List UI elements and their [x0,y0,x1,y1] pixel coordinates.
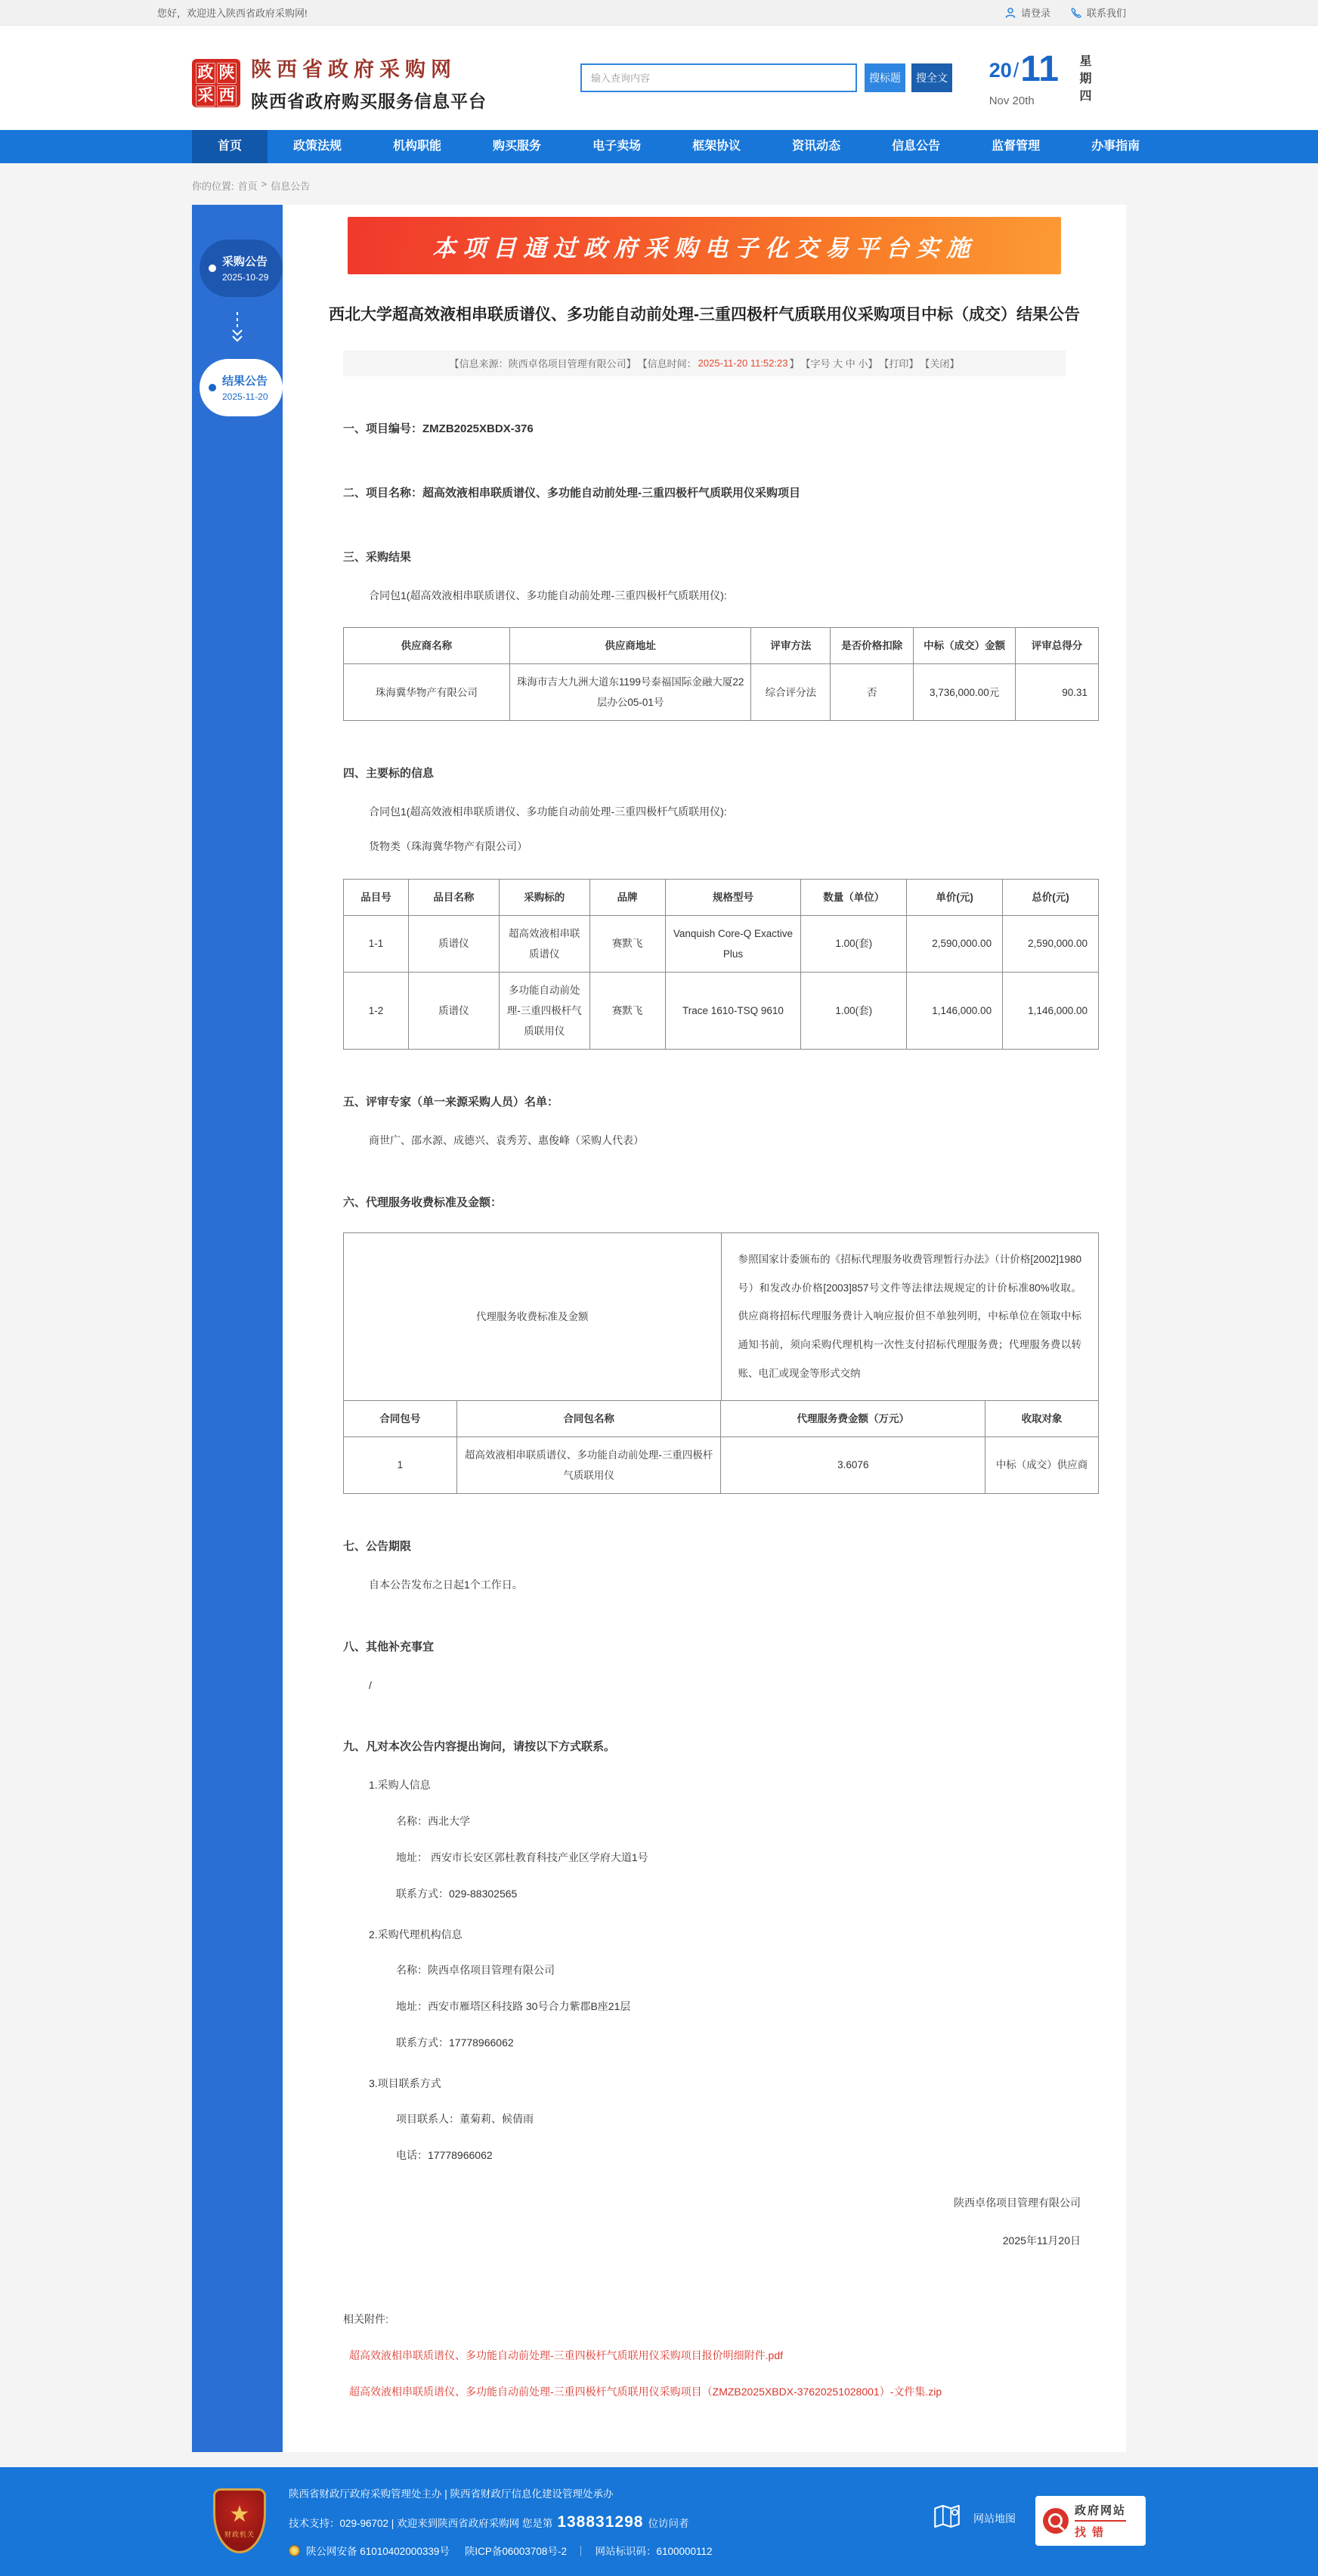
section-6-heading: 六、代理服务收费标准及金额： [343,1195,503,1209]
date-day: 20 [989,59,1012,82]
item-unit-price-cell: 1,146,000.00 [907,972,1003,1049]
section-7-body: 自本公告发布之日起1个工作日。 [369,1578,523,1591]
item-model-cell: Vanquish Core-Q Exactive Plus [665,915,801,972]
fee-standard-desc-cell: 参照国家计委颁布的《招标代理服务收费管理暂行办法》（计价格[2002]1980号）和发改办价格[2003]857号文件等法律法规规定的计价标准80%收取。 供应商将招标代理服务费计入响应报价但不单独列明，中标单位在领取中标通知书前，须向采购代理机构一次性支付招标代理服务费；代理服务费以转账、电汇或现金等形式交纳 [721,1232,1099,1400]
column-header: 品目号 [344,879,409,915]
nav-item-supervision[interactable]: 监督管理 [992,140,1041,153]
timeline-dot-icon [209,384,216,391]
date-display [989,49,1128,108]
breadcrumb-separator: > [261,178,268,190]
section-2-heading: 二、项目名称：超高效液相串联质谱仪、多功能自动前处理-三重四极杆气质联用仪采购项目 [343,486,800,499]
fee-standard-label-cell: 代理服务收费标准及金额 [344,1232,722,1400]
user-icon [1004,7,1016,19]
section-4-heading: 四、主要标的信息 [343,767,435,781]
column-header: 评审方法 [751,628,831,664]
search-title-button[interactable]: 搜标题 [865,63,905,92]
date-weekday: 星期四 [1078,54,1091,107]
logo-char: 政 [196,63,215,84]
item-no-cell: 1-1 [344,915,409,972]
nav-item-policy[interactable]: 政策法规 [293,140,342,153]
item-category-cell: 质谱仪 [408,972,499,1049]
nav-item-framework[interactable]: 框架协议 [692,140,741,153]
site-logo [192,59,240,107]
footer-gap [0,2452,1318,2467]
breadcrumb-home[interactable]: 首页 [237,181,258,192]
table-header-row [344,628,1099,664]
item-qty-cell: 1.00(套) [801,915,907,972]
print-button[interactable]: 【打印】 [879,358,919,370]
police-badge-icon [289,2545,300,2556]
section-3-package-line: 合同包1(超高效液相串联质谱仪、多功能自动前处理-三重四极杆气质联用仪): [369,589,727,601]
result-table [343,627,1099,721]
login-label: 请登录 [1020,8,1050,19]
emblem-caption: 财政机关 [224,2530,255,2538]
package-no-cell: 1 [344,1436,457,1493]
footer-organizer-line: 陕西省财政厅政府采购管理处主办 | 陕西省财政厅信息化建设管理处承办 [289,2488,614,2500]
items-table [343,879,1099,1050]
gov-error-report-badge[interactable] [1035,2496,1146,2546]
item-category-cell: 质谱仪 [408,915,499,972]
finance-emblem-icon [213,2488,266,2553]
column-header: 中标（成交）金额 [914,628,1016,664]
column-header: 单价(元) [907,879,1003,915]
footer-support-line [289,2513,713,2531]
platform-banner: 本项目通过政府采购电子化交易平台实施 [348,217,1061,274]
site-subtitle: 陕西省政府购买服务信息平台 [251,91,487,111]
table-header-row [344,1400,1099,1436]
topbar [0,0,1318,26]
welcome-text: 您好，欢迎进入陕西省政府采购网! [157,8,308,19]
beian-divider: ｜ [575,2546,586,2558]
main-nav [0,130,1318,163]
main-area [192,205,1126,2452]
column-header: 是否价格扣除 [831,628,914,664]
meta-time-label: 【信息时间： [637,358,697,370]
search-input[interactable] [580,63,857,92]
item-target-cell: 超高效液相串联质谱仪 [499,915,589,972]
sidebar-item-title: 结果公告 [222,375,268,388]
sitemap-label: 网站地图 [973,2512,1016,2525]
map-icon [931,2500,963,2536]
agency-fee-table [343,1232,1099,1401]
logo-char: 采 [196,85,215,107]
logo-char: 西 [217,85,237,107]
logo-char: 陕 [217,63,237,84]
sidebar-item-purchase-announcement[interactable] [200,240,283,297]
section-4-goods-line: 货物类（珠海冀华物产有限公司） [369,840,528,853]
item-qty-cell: 1.00(套) [801,972,907,1049]
timeline-arrow-icon [192,297,283,359]
column-header: 代理服务费金额（万元） [721,1400,985,1436]
nav-item-emall[interactable]: 电子卖场 [592,140,642,153]
topbar-links [1004,5,1126,20]
item-unit-price-cell: 2,590,000.00 [907,915,1003,972]
page-title: 西北大学超高效液相串联质谱仪、多功能自动前处理-三重四极杆气质联用仪采购项目中标（成交）结果公告 [329,306,1080,323]
article-meta-bar [343,351,1066,376]
article-body [283,420,1126,2400]
breadcrumb-label: 你的位置: [192,181,234,192]
error-report-logo-icon [1043,2508,1069,2534]
purchaser-phone: 联系方式：029-88302565 [396,1887,518,1900]
search-area [580,63,952,92]
nav-item-news[interactable]: 资讯动态 [792,140,841,153]
date-slash: / [1013,59,1019,82]
column-header: 品目名称 [408,879,499,915]
item-total-price-cell: 2,590,000.00 [1003,915,1099,972]
visitor-count: 138831298 [557,2513,644,2531]
column-header: 采购标的 [499,879,589,915]
column-header: 规格型号 [665,879,801,915]
police-beian-link[interactable]: 陕公网安备 61010402000339号 [306,2546,450,2558]
section-1-heading: 一、项目编号：ZMZB2025XBDX-376 [343,422,534,435]
table-row [344,915,1099,972]
footer-beian-line [289,2543,713,2558]
brand [192,53,487,113]
table-row [344,972,1099,1049]
price-deduction-cell: 否 [831,664,914,721]
sidebar-item-result-announcement[interactable] [200,359,283,416]
error-report-line1: 政府网站 [1075,2502,1126,2522]
column-header: 总价(元) [1003,879,1099,915]
sitemap-link[interactable] [931,2500,1016,2536]
table-row [344,1436,1099,1493]
column-header: 合同包名称 [456,1400,721,1436]
meta-time-close: 】 [789,358,800,370]
section-9-heading: 九、凡对本次公告内容提出询问，请按以下方式联系。 [343,1740,616,1754]
item-target-cell: 多功能自动前处理-三重四极杆气质联用仪 [499,972,589,1049]
attachments-section [343,2312,1099,2399]
table-row [344,664,1099,721]
search-fulltext-button[interactable]: 搜全文 [911,63,952,92]
sidebar-item-date: 2025-10-29 [222,272,269,283]
expert-names: 商世广、邵水源、成德兴、袁秀芳、惠俊峰（采购人代表） [369,1133,644,1146]
review-score-cell: 90.31 [1016,664,1099,721]
close-button[interactable]: 【关闭】 [920,358,960,370]
icp-beian-link[interactable]: 陕ICP备06003708号-2 [464,2546,567,2558]
agency-fee-detail-table [343,1400,1099,1494]
article-content [283,205,1126,2452]
project-contact-title: 3.项目联系方式 [369,2077,441,2089]
section-7-heading: 七、公告期限 [343,1539,412,1553]
column-header: 品牌 [589,879,665,915]
date-numeric [989,49,1059,89]
error-report-text [1075,2502,1126,2540]
timeline-dot-icon [209,264,216,272]
section-3-heading: 三、采购结果 [343,550,412,564]
project-contact-phone: 电话：17778966062 [396,2149,493,2162]
section-4-package-line: 合同包1(超高效液相串联质谱仪、多功能自动前处理-三重四极杆气质联用仪): [369,806,727,818]
purchaser-name: 名称：西北大学 [396,1815,470,1828]
item-model-cell: Trace 1610-TSQ 9610 [665,972,801,1049]
visitor-count-suffix: 位访问者 [648,2518,689,2530]
attachments-label: 相关附件: [343,2313,388,2326]
meta-time-value: 2025-11-20 11:52:23 [698,357,788,370]
column-header: 评审总得分 [1016,628,1099,664]
section-8-body: / [369,1678,372,1691]
footer-support-text: 技术支持：029-96702 | 欢迎来到陕西省政府采购网 您是第 [289,2518,553,2530]
item-brand-cell: 赛默飞 [589,972,665,1049]
item-no-cell: 1-2 [344,972,409,1049]
agency-address: 地址：西安市雁塔区科技路 30号合力紫郡B座21层 [396,2000,631,2013]
date-main [989,49,1059,108]
supplier-address-cell: 珠海市吉大九洲大道东1199号泰福国际金融大厦22层办公05-01号 [509,664,751,721]
agency-phone: 联系方式：17778966062 [396,2036,514,2049]
signature-block [343,2195,1099,2248]
brand-text [251,53,487,113]
agency-info-title: 2.采购代理机构信息 [369,1928,463,1941]
package-name-cell: 超高效液相串联质谱仪、多功能自动前处理-三重四极杆气质联用仪 [456,1436,721,1493]
signature-company: 陕西卓佲项目管理有限公司 [954,2197,1081,2210]
date-english: Nov 20th [989,94,1035,108]
project-contact-person: 项目联系人：董菊莉、候倩雨 [396,2113,534,2126]
meta-fontsize-controls[interactable]: 【字号 大 中 小】 [800,358,878,370]
meta-source: 【信息来源：陕西卓佲项目管理有限公司】 [449,358,636,370]
column-header: 供应商名称 [344,628,510,664]
column-header: 供应商地址 [509,628,751,664]
sidebar-item-title: 采购公告 [222,255,268,268]
signature-date: 2025年11月20日 [1002,2234,1081,2247]
breadcrumb [0,163,1318,205]
site-code: 网站标识码：6100000112 [595,2546,713,2558]
nav-item-home[interactable]: 首页 [192,130,268,163]
site-footer [0,2467,1318,2576]
table-header-row [344,879,1099,915]
attachment-link-zip[interactable]: 超高效液相串联质谱仪、多功能自动前处理-三重四极杆气质联用仪采购项目（ZMZB2025XBDX-37620251028001）-文件集.zip [349,2386,942,2398]
review-method-cell: 综合评分法 [751,664,831,721]
award-amount-cell: 3,736,000.00元 [914,664,1016,721]
nav-item-announcements[interactable]: 信息公告 [892,140,941,153]
sidebar-timeline [192,205,283,2452]
item-brand-cell: 赛默飞 [589,915,665,972]
nav-item-functions[interactable]: 机构职能 [393,140,442,153]
section-8-heading: 八、其他补充事宜 [343,1640,435,1653]
purchaser-address: 地址： 西安市长安区郭杜教育科技产业区学府大道1号 [396,1851,648,1863]
nav-item-purchase-service[interactable]: 购买服务 [493,140,542,153]
agency-fee-cell: 3.6076 [721,1436,985,1493]
item-total-price-cell: 1,146,000.00 [1003,972,1099,1049]
fee-target-cell: 中标（成交）供应商 [985,1436,1099,1493]
section-5-heading: 五、评审专家（单一来源采购人员）名单： [343,1095,559,1109]
site-header [0,26,1318,130]
column-header: 数量（单位） [801,879,907,915]
attachment-link-pdf[interactable]: 超高效液相串联质谱仪、多功能自动前处理-三重四极杆气质联用仪采购项目报价明细附件.pdf [349,2349,784,2362]
login-link[interactable] [1004,5,1050,20]
column-header: 收取对象 [985,1400,1099,1436]
column-header: 合同包号 [344,1400,457,1436]
sidebar-item-date: 2025-11-20 [222,391,268,402]
error-report-line2: 找错 [1075,2526,1110,2540]
site-title: 陕西省政府采购网 [251,58,456,81]
date-month: 11 [1020,49,1059,89]
breadcrumb-current[interactable]: 信息公告 [271,181,311,192]
agency-name: 名称：陕西卓佲项目管理有限公司 [396,1964,555,1977]
phone-icon [1070,7,1082,19]
purchaser-info-title: 1.采购人信息 [369,1779,431,1792]
emblem-star-icon: ★ [229,2501,250,2527]
supplier-name-cell: 珠海冀华物产有限公司 [344,664,510,721]
contact-link[interactable] [1070,5,1126,20]
nav-item-guide[interactable]: 办事指南 [1091,140,1140,153]
contact-label: 联系我们 [1086,8,1126,19]
footer-text-block [289,2485,713,2558]
table-row [344,1232,1099,1400]
